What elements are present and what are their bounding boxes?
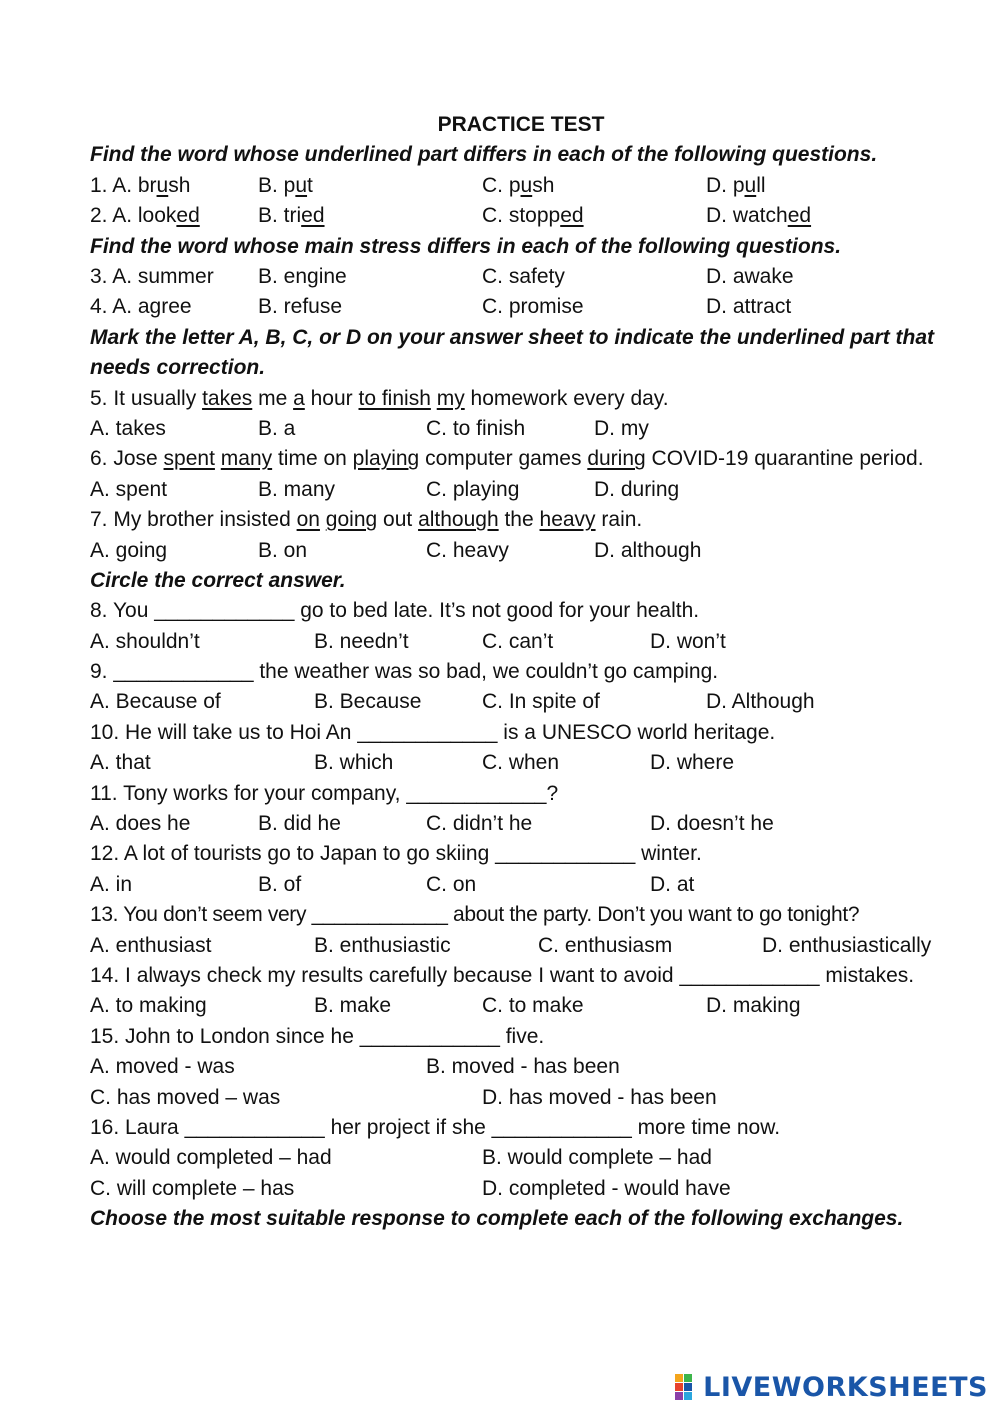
q5-option-b[interactable]: B. a — [258, 416, 296, 440]
q15-option-b[interactable]: B. moved - has been — [426, 1055, 620, 1079]
q13-option-d[interactable]: D. enthusiastically — [762, 933, 932, 957]
q2-option-c[interactable]: C. stopped — [482, 204, 584, 228]
q12-option-b[interactable]: B. of — [258, 872, 302, 896]
q2-option-b[interactable]: B. tried — [258, 204, 325, 228]
answer-blank[interactable]: ____________ — [359, 1024, 500, 1048]
q6-option-b[interactable]: B. many — [258, 477, 336, 501]
q9-option-d[interactable]: D. Although — [706, 690, 815, 714]
q3-option-a[interactable]: 3. A. summer — [90, 264, 214, 288]
worksheet — [90, 110, 952, 1235]
q9-option-c[interactable]: C. In spite of — [482, 690, 600, 714]
q7-option-d[interactable]: D. although — [594, 538, 702, 562]
q4-option-c[interactable]: C. promise — [482, 295, 584, 319]
question-1 — [90, 171, 952, 201]
q14-option-c[interactable]: C. to make — [482, 994, 584, 1018]
q1-option-b[interactable]: B. put — [258, 173, 313, 197]
answer-blank[interactable]: ____________ — [311, 903, 448, 927]
instruction-correction: Mark the letter A, B, C, or D on your answer sheet to indicate the underlined part that needs correction. — [90, 325, 935, 380]
logo-text: LIVEWORKSHEETS — [703, 1371, 988, 1403]
q12-option-c[interactable]: C. on — [426, 872, 477, 896]
q9-option-a[interactable]: A. Because of — [90, 690, 221, 714]
q4-option-d[interactable]: D. attract — [706, 295, 792, 319]
q5-option-c[interactable]: C. to finish — [426, 416, 526, 440]
question-5-options — [90, 414, 952, 444]
q16-option-b[interactable]: B. would complete – had — [482, 1146, 712, 1170]
q14-option-a[interactable]: A. to making — [90, 994, 207, 1018]
q4-option-b[interactable]: B. refuse — [258, 295, 343, 319]
question-5-stem: 5. It usually takes me a hour to finish my homework every day. — [90, 386, 669, 410]
page-title: PRACTICE TEST — [437, 113, 605, 136]
q13-option-c[interactable]: C. enthusiasm — [538, 933, 673, 957]
q10-option-a[interactable]: A. that — [90, 751, 151, 775]
question-16-options-row2 — [90, 1174, 952, 1204]
question-7-stem: 7. My brother insisted on going out although the heavy rain. — [90, 508, 643, 532]
q5-option-d[interactable]: D. my — [594, 416, 649, 440]
q16-option-a[interactable]: A. would completed – had — [90, 1146, 332, 1170]
q3-option-c[interactable]: C. safety — [482, 264, 565, 288]
question-2 — [90, 201, 952, 231]
q13-option-a[interactable]: A. enthusiast — [90, 933, 212, 957]
question-9-stem: 9. ____________ the weather was so bad, we couldn’t go camping. — [90, 657, 952, 687]
q16-option-c[interactable]: C. will complete – has — [90, 1176, 295, 1200]
question-10-options — [90, 748, 952, 778]
q16-option-d[interactable]: D. completed - would have — [482, 1176, 731, 1200]
q9-option-b[interactable]: B. Because — [314, 690, 422, 714]
question-7-options — [90, 536, 952, 566]
question-6-stem: 6. Jose spent many time on playing computer games during COVID-19 quarantine period. — [90, 447, 924, 471]
q14-option-b[interactable]: B. make — [314, 994, 392, 1018]
question-12-stem: 12. A lot of tourists go to Japan to go skiing ____________ winter. — [90, 839, 952, 869]
question-11-stem: 11. Tony works for your company, ____________? — [90, 779, 952, 809]
question-15-options-row2 — [90, 1083, 952, 1113]
q14-option-d[interactable]: D. making — [706, 994, 801, 1018]
q6-option-d[interactable]: D. during — [594, 477, 680, 501]
q15-option-d[interactable]: D. has moved - has been — [482, 1085, 717, 1109]
answer-blank[interactable]: ____________ — [184, 1115, 325, 1139]
question-15-stem: 15. John to London since he ____________ five. — [90, 1022, 952, 1052]
q15-option-c[interactable]: C. has moved – was — [90, 1085, 281, 1109]
q3-option-d[interactable]: D. awake — [706, 264, 794, 288]
question-3 — [90, 262, 952, 292]
q11-option-c[interactable]: C. didn’t he — [426, 812, 533, 836]
q11-option-d[interactable]: D. doesn’t he — [650, 812, 774, 836]
q7-option-a[interactable]: A. going — [90, 538, 168, 562]
instruction-response: Choose the most suitable response to complete each of the following exchanges. — [90, 1207, 904, 1231]
q1-option-d[interactable]: D. pull — [706, 173, 766, 197]
q15-option-a[interactable]: A. moved - was — [90, 1055, 235, 1079]
instruction-pronunciation: Find the word whose underlined part differs in each of the following questions. — [90, 143, 878, 167]
question-12-options — [90, 870, 952, 900]
q3-option-b[interactable]: B. engine — [258, 264, 347, 288]
q11-option-b[interactable]: B. did he — [258, 812, 341, 836]
q10-option-c[interactable]: C. when — [482, 751, 560, 775]
question-11-options — [90, 809, 952, 839]
q7-option-b[interactable]: B. on — [258, 538, 308, 562]
question-9-options — [90, 687, 952, 717]
q5-option-a[interactable]: A. takes — [90, 416, 166, 440]
q1-option-c[interactable]: C. push — [482, 173, 555, 197]
q8-option-a[interactable]: A. shouldn’t — [90, 629, 200, 653]
q10-option-b[interactable]: B. which — [314, 751, 394, 775]
q6-option-c[interactable]: C. playing — [426, 477, 520, 501]
q7-option-c[interactable]: C. heavy — [426, 538, 509, 562]
q2-option-d[interactable]: D. watched — [706, 204, 812, 228]
q8-option-d[interactable]: D. won’t — [650, 629, 726, 653]
question-14-options — [90, 991, 952, 1021]
liveworksheets-logo[interactable] — [675, 1367, 988, 1407]
question-4 — [90, 292, 952, 322]
question-16-options-row1 — [90, 1143, 952, 1173]
q6-option-a[interactable]: A. spent — [90, 477, 168, 501]
q12-option-a[interactable]: A. in — [90, 872, 133, 896]
logo-grid-icon — [675, 1372, 701, 1402]
answer-blank[interactable]: ____________ — [357, 720, 498, 744]
q12-option-d[interactable]: D. at — [650, 872, 695, 896]
question-8-options — [90, 627, 952, 657]
question-16-stem: 16. Laura ____________ her project if she ____________ more time now. — [90, 1113, 952, 1143]
q13-option-b[interactable]: B. enthusiastic — [314, 933, 451, 957]
answer-blank[interactable]: ____________ — [495, 842, 636, 866]
answer-blank[interactable]: ____________ — [491, 1115, 632, 1139]
question-10-stem: 10. He will take us to Hoi An ____________ is a UNESCO world heritage. — [90, 718, 952, 748]
answer-blank[interactable]: ____________ — [154, 599, 295, 623]
instruction-stress: Find the word whose main stress differs in each of the following questions. — [90, 234, 842, 258]
q11-option-a[interactable]: A. does he — [90, 812, 191, 836]
question-6-options — [90, 475, 952, 505]
question-13-stem: 13. You don’t seem very ____________ about the party. Don’t you want to go tonight? — [90, 900, 952, 930]
answer-blank[interactable]: ____________ — [679, 963, 820, 987]
question-15-options-row1 — [90, 1052, 952, 1082]
instruction-circle: Circle the correct answer. — [90, 568, 346, 592]
answer-blank[interactable]: ____________ — [406, 781, 547, 805]
answer-blank[interactable]: ____________ — [113, 660, 254, 684]
q1-option-a[interactable]: 1. A. brush — [90, 173, 191, 197]
q2-option-a[interactable]: 2. A. looked — [90, 204, 200, 228]
question-8-stem: 8. You ____________ go to bed late. It’s not good for your health. — [90, 596, 952, 626]
q4-option-a[interactable]: 4. A. agree — [90, 295, 192, 319]
question-14-stem: 14. I always check my results carefully because I want to avoid ____________ mistakes. — [90, 961, 952, 991]
q10-option-d[interactable]: D. where — [650, 751, 735, 775]
q8-option-b[interactable]: B. needn’t — [314, 629, 409, 653]
q8-option-c[interactable]: C. can’t — [482, 629, 554, 653]
question-13-options — [90, 931, 952, 961]
